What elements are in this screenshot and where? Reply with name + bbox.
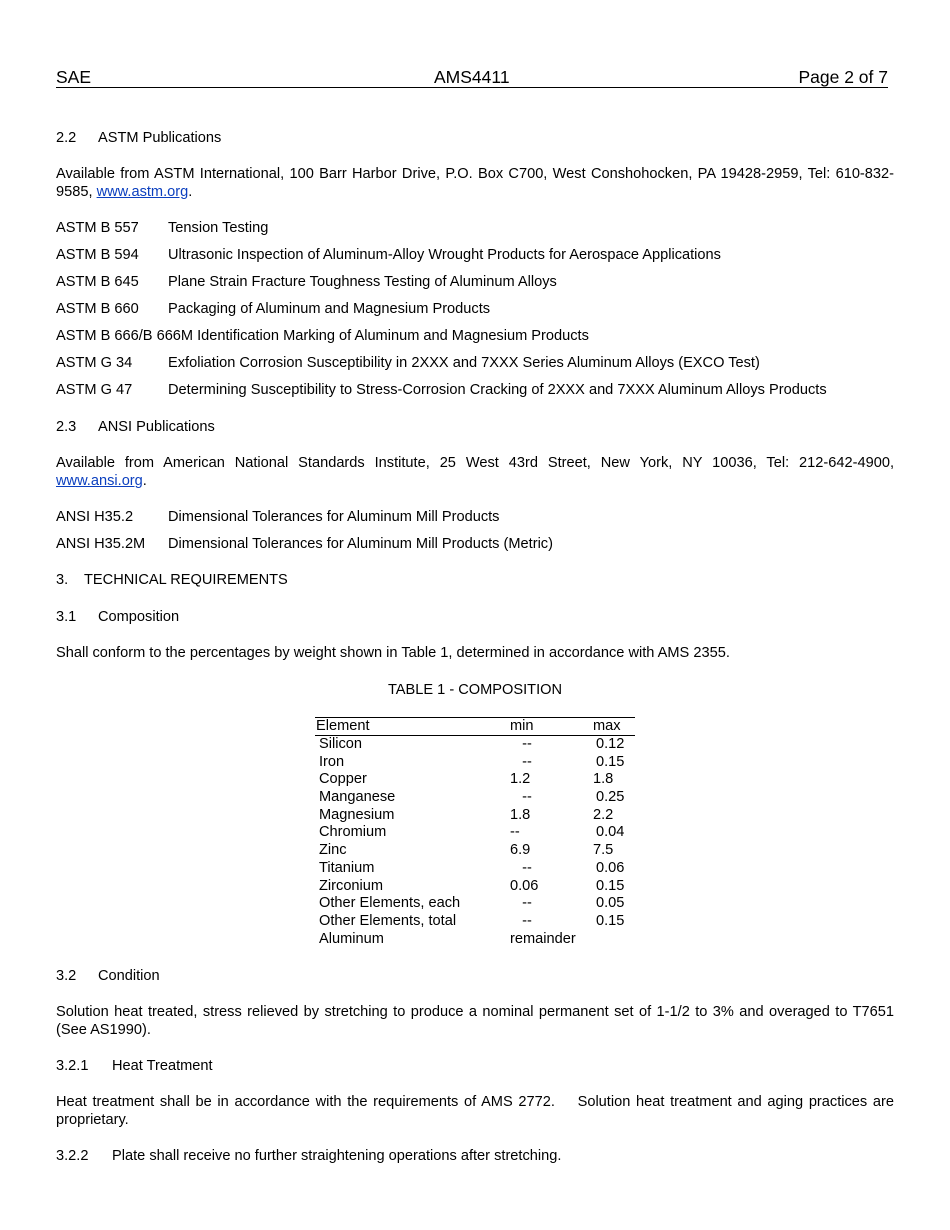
reference-item: ASTM G 47 Determining Susceptibility to Stress-Corrosion Cracking of 2XXX and 7XXX Aluminum Alloys Products [56,382,827,398]
ansi-link[interactable]: www.ansi.org [56,473,143,489]
section-2-2-availability: Available from ASTM International, 100 Barr Harbor Drive, P.O. Box C700, West Conshohocken, PA 19428-2959, Tel: 610-832-9585, www.astm.org. [56,166,894,200]
table-row: Other Elements, each -- 0.05 [319,895,625,912]
reference-item: ASTM B 660 Packaging of Aluminum and Magnesium Products [56,301,491,317]
section-3-2-1-text: Heat treatment shall be in accordance with the requirements of AMS 2772. Solution heat treatment and aging practices are proprietary. [56,1094,899,1128]
reference-item: ASTM B 594 Ultrasonic Inspection of Aluminum-Alloy Wrought Products for Aerospace Applications [56,247,721,263]
table-row: Copper 1.2 1.8 [319,771,614,788]
section-3-1-text: Shall conform to the percentages by weight shown in Table 1, determined in accordance with AMS 2355. [56,645,730,661]
table-row: Zinc 6.9 7.5 [319,842,614,859]
astm-link[interactable]: www.astm.org [96,184,189,200]
section-2-2-heading: 2.2 ASTM Publications [56,130,222,146]
header-org: SAE [56,67,92,87]
table-title: TABLE 1 - COMPOSITION [387,682,563,698]
section-2-3-heading: 2.3 ANSI Publications [56,419,215,435]
table-row: Manganese -- 0.25 [319,789,625,806]
table-row: Iron -- 0.15 [319,753,625,770]
section-3-2-heading: 3.2 Condition [56,968,160,984]
section-3-1-heading: 3.1 Composition [56,609,180,625]
reference-item: ASTM G 34 Exfoliation Corrosion Susceptibility in 2XXX and 7XXX Series Aluminum Alloys (EXCO Test) [56,355,760,371]
table-row: Zirconium 0.06 0.15 [319,877,625,894]
reference-item: ANSI H35.2M Dimensional Tolerances for Aluminum Mill Products (Metric) [56,536,553,552]
reference-item: ASTM B 557 Tension Testing [56,220,269,236]
reference-item: ASTM B 645 Plane Strain Fracture Toughness Testing of Aluminum Alloys [56,274,557,290]
table-row: Silicon -- 0.12 [319,736,625,752]
section-3-2-text: Solution heat treated, stress relieved by stretching to produce a nominal permanent set of 1-1/2 to 3% and overaged to T7651 (See AS1990). [56,1004,894,1038]
col-header-min: min [510,718,534,734]
table-row: Chromium -- 0.04 [319,824,625,841]
section-3-2-2-item: 3.2.2 Plate shall receive no further straightening operations after stretching. [56,1148,562,1164]
table-row: Aluminum remainder [319,930,576,947]
header-page-number: Page 2 of 7 [798,67,888,87]
section-3-heading: 3. TECHNICAL REQUIREMENTS [56,572,288,588]
table-row: Titanium -- 0.06 [319,859,625,876]
col-header-element: Element [316,718,370,734]
table-row: Magnesium 1.8 2.2 [319,806,614,823]
page-header [56,67,888,88]
col-header-max: max [593,718,621,734]
reference-item: ASTM B 666/B 666M Identification Marking of Aluminum and Magnesium Products [56,328,589,344]
composition-table [315,717,635,948]
table-header-row [315,717,635,736]
section-2-3-availability: Available from American National Standards Institute, 25 West 43rd Street, New York, NY 10036, Tel: 212-642-4900, www.ansi.org. [56,455,894,489]
section-3-2-1-heading: 3.2.1 Heat Treatment [56,1058,213,1074]
reference-item: ANSI H35.2 Dimensional Tolerances for Aluminum Mill Products [56,509,500,525]
header-doc-number: AMS4411 [434,67,510,87]
table-row: Other Elements, total -- 0.15 [319,912,625,929]
